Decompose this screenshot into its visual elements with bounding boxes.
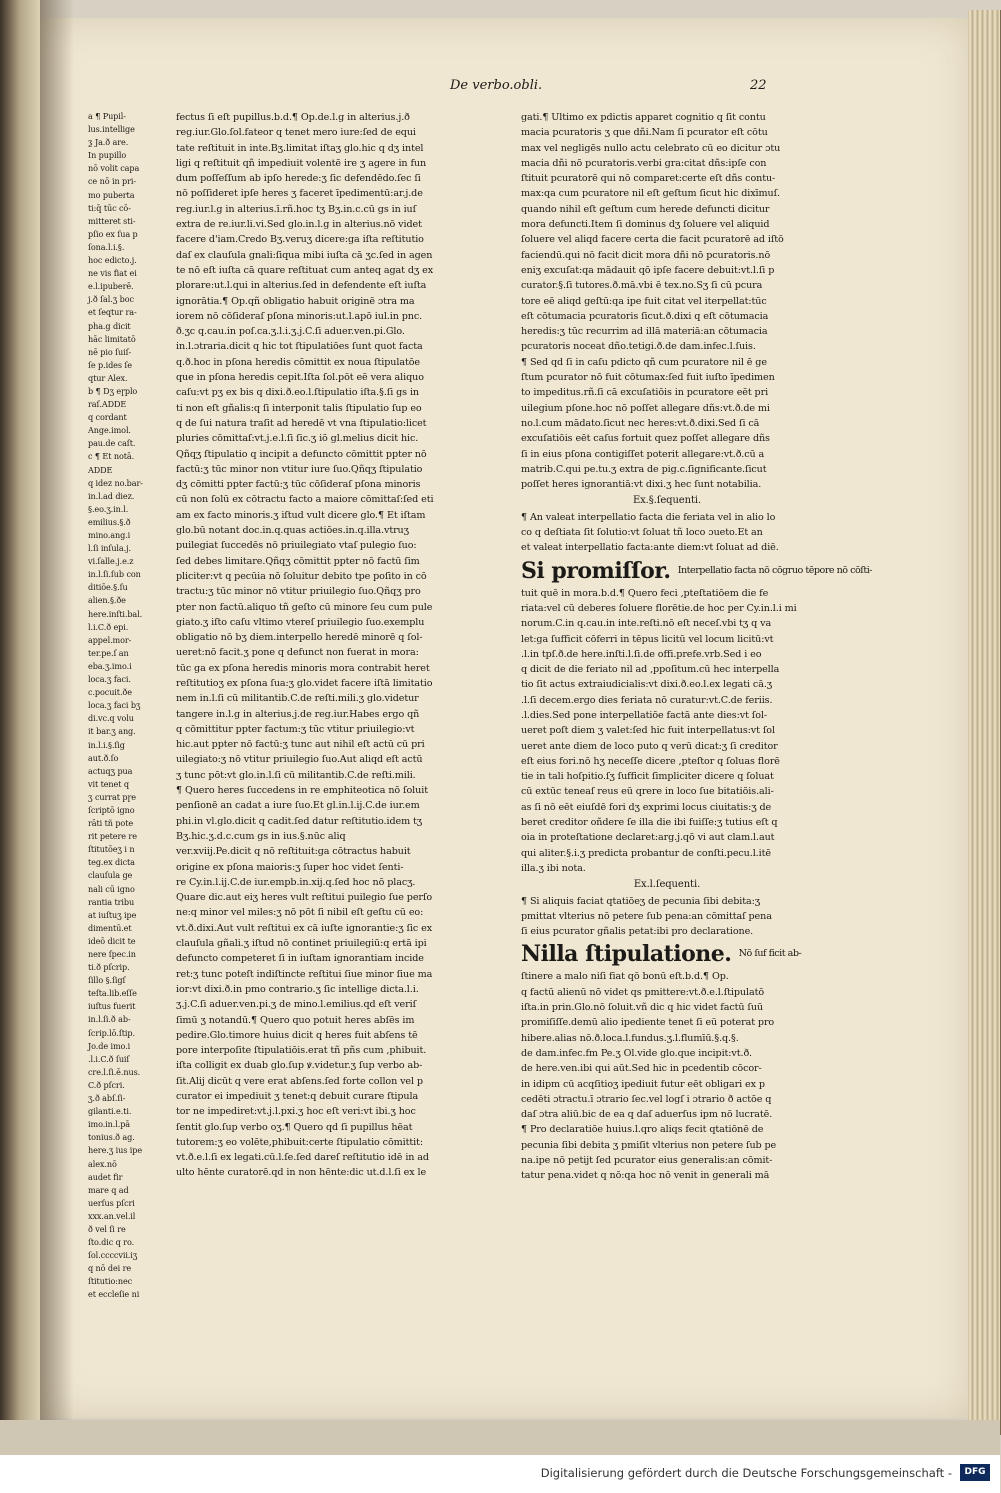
- lemma-heading-text: Si promiſſor.: [521, 557, 671, 584]
- margin-note-line: rāti tñ pote: [88, 818, 134, 829]
- text-line: oia in proteſtatione declaret:arg.j.qō vi aut clam.l.aut: [521, 832, 775, 844]
- text-line: ior:vt dixi.ð.in pmo contrario.ʒ ſic intellige dicta.l.i.: [176, 983, 419, 995]
- text-line: vt.ð.dixi.Aut vult reſtitui ex cā iuſte ignorantie:ʒ ſic ex: [176, 922, 433, 934]
- text-line: que in pſona heredis cepit.Iſta ſol.pōt eē vera aliquo: [176, 372, 424, 384]
- running-head: De verbo.obli.: [450, 78, 543, 93]
- text-line: curator ei impediuit ʒ tenet:q debuit curare ſtipula: [176, 1091, 419, 1102]
- right-block-3: [521, 586, 813, 877]
- text-line: ti non eſt gñalis:q ſi interponit talis ſtipulatio ſup eo: [176, 402, 422, 414]
- text-line: ne:q minor vel miles:ʒ nō pōt ſi nibil eſt geſtu cū eo:: [176, 907, 424, 919]
- margin-note-line: q idez no.bar-: [88, 477, 143, 488]
- text-line: tūc ga ex pſona heredis minoris mora contrabit heret: [176, 662, 430, 674]
- margin-note-line: it bar.ʒ ang.: [88, 726, 136, 737]
- margin-note-line: a ¶ Pupil-: [88, 111, 126, 121]
- text-line: norum.C.in q.cau.in inte.reſti.nō eſt neceſ.vbi tʒ q va: [521, 618, 772, 630]
- section-subheading: Ex.§.ſequenti.: [632, 495, 702, 507]
- text-line: dum poſſeſſum ab ipſo herede:ʒ ſic defendēdo.ſec ſi: [176, 173, 421, 185]
- text-line: vt.ð.e.l.ſi ex legati.cū.l.ſe.ſed dareſ reſtitutio idē in ad: [176, 1152, 429, 1164]
- margin-note-line: in.l.ſi.ð ab-: [88, 1014, 131, 1025]
- margin-note-line: ʒ currat pɼe: [88, 791, 136, 802]
- funding-footer: [0, 1455, 1000, 1493]
- lemma-heading-continuation: Nō ſuf ficit ab-: [738, 948, 802, 960]
- margin-note-line: q cordant: [88, 412, 127, 423]
- margin-note-line: ſcrip.lō.ſtip.: [88, 1027, 135, 1038]
- right-block-4: [521, 894, 813, 940]
- text-line: ¶ Pro declaratiōe huius.l.qro aliqs fecit qtatiōnē de: [521, 1124, 764, 1136]
- funding-credit: Digitalisierung gefördert durch die Deutsche Forschungsgemeinschaft -: [540, 1466, 952, 1480]
- margin-note-line: alien.§.ðe: [88, 595, 126, 606]
- margin-note-line: uerſus pſcri: [88, 1197, 135, 1208]
- lemma-heading: [521, 939, 813, 969]
- text-line: ſi eius pcurator gñalis petat:ibi pro declaratione.: [521, 926, 754, 938]
- text-line: promiſiſſe.demū alio ipediente tenet ſi eū poterat pro: [521, 1017, 775, 1029]
- margin-note-line: clauſula ge: [88, 870, 133, 881]
- margin-note-line: cre.l.ſi.ē.nus.: [88, 1066, 141, 1077]
- text-line: tio ſit actus extraiudicialis:vt dixi.ð.eo.l.ex legati cā.ʒ: [521, 679, 773, 691]
- margin-note-line: §.eo.ʒ.in.l.: [88, 503, 129, 514]
- text-line: matrib.C.qui pe.tu.ʒ extra de pig.c.ſignificante.ſicut: [521, 463, 767, 475]
- text-line: ſtum pcurator nō fuit cōtumax:ſed fuit iuſto īpedimen: [521, 372, 775, 384]
- margin-note-line: Jo.de imo.i: [88, 1040, 131, 1051]
- text-line: ueret:nō facit.ʒ pone q defunct non fuerat in mora:: [176, 647, 419, 659]
- text-line: no.l.cum mādato.ſicut nec heres:vt.ð.dixi.Sed ſi cā: [521, 417, 760, 429]
- text-line: q.ð.hoc in pſona heredis cōmittit ex noua ſtipulatōe: [176, 356, 420, 368]
- margin-note-line: ce nō in pri-: [88, 176, 137, 187]
- text-line: max:qa cum pcuratore nil eſt geſtum ſicut hic dixīmuſ.: [521, 188, 780, 200]
- margin-note-line: lus.intellige: [88, 124, 135, 135]
- margin-note-line: Ange.imol.: [88, 425, 131, 436]
- margin-note-line: here.inſti.bal.: [88, 608, 143, 619]
- margin-note-line: eba.ʒ.imo.i: [88, 660, 132, 671]
- margin-note-line: pha.g dicit: [88, 320, 131, 331]
- margin-note-line: ſe p.ides ſe: [88, 359, 132, 370]
- text-line: cū extūc teneaſ reus eū qrere in loco ſue bitatiōis.ali-: [521, 786, 774, 798]
- text-line: riata:vel cū deberes ſoluere florētie.de hoc per Cy.in.l.i mi: [521, 602, 797, 614]
- text-line: am ex facto minoris.ʒ iſtud vult dicere glo.¶ Et iſtam: [176, 509, 426, 521]
- margin-note-line: raſ.ADDE: [88, 399, 127, 410]
- right-block-1: [521, 110, 813, 492]
- text-line: macia dñi nō pcuratoris.verbi gra:citat dñs:ipſe con: [521, 157, 767, 169]
- margin-note-line: b ¶ Dʒ eɼplo: [88, 385, 138, 396]
- text-line: tutorem:ʒ eo volēte,phibuit:certe ſtipulatio cōmittit:: [176, 1136, 423, 1148]
- text-line: daſ ɔtra aliū.bic de ea q daſ aduerſus ipm nō lucratē.: [521, 1109, 773, 1121]
- text-line: .l.ſi decem.ergo dies feriata nō curatur:vt.C.de feriis.: [521, 694, 773, 706]
- text-line: ſtituit pcuratorē qui nō comparet:certe eſt dñs contu-: [521, 173, 776, 185]
- text-line: eſt cōtumacia pcuratoris ſicut.ð.dixi q eſt cōtumacia: [521, 310, 769, 322]
- text-line: .l.in tpſ.ð.de here.inſti.l.ſi.de offi.prefe.vrb.Sed i eo: [521, 648, 762, 660]
- margin-note-line: appel.mor-: [88, 634, 132, 645]
- text-line: ſi in eius pſona contigiſſet poterit allegare:vt.ð.cū a: [521, 448, 765, 460]
- text-line: cū non ſolū ex cōtractu facto a maiore cōmittaſ:ſed eti: [176, 494, 434, 506]
- margin-note-line: loca.ʒ faci bʒ: [88, 700, 141, 711]
- text-line: pliciter:vt q pecūia nō ſoluitur debito tpe poſito in cō: [176, 570, 427, 582]
- text-line: extra de re.iur.li.vi.Sed glo.in.l.g in alterius.nō videt: [176, 219, 422, 231]
- text-line: reſtitutioʒ ex pſona ſua:ʒ glo.videt facere iſtā limitatio: [176, 677, 433, 689]
- text-line: let:ga ſufficit cōferri in tēpus licitū vel locum licitū:vt: [521, 633, 774, 645]
- margin-note-line: aut.ð.ſo: [88, 752, 119, 763]
- margin-note-line: gilanti.e.ti.: [88, 1106, 132, 1117]
- text-line: poſſet heres ignorantiā:vt dixi.ʒ hec ſunt notabilia.: [521, 479, 762, 491]
- section-subheading: Ex.l.ſequenti.: [633, 879, 701, 891]
- text-line: facere d'iam.Credo Bʒ.veruʒ dicere:ga iſta reſtitutio: [176, 234, 424, 246]
- text-line: max vel negligēs nullo actu celebrato cū eo dicitur ɔtu: [521, 142, 781, 154]
- margin-note-line: nē pio ſuiſ-: [88, 346, 132, 357]
- text-line: q dicit de die feriato nil ad ,ppoſitum.cū hec interpella: [521, 664, 780, 676]
- text-line: qui aliter.§.i.ʒ predicta probantur de conſti.pecu.l.itē: [521, 847, 771, 859]
- margin-note-line: et ſeqtur ra-: [88, 307, 137, 318]
- margin-note-line: ſcriptō igno: [88, 804, 135, 815]
- text-line: de here.ven.ibi qui aūt.Sed hic in pcedentib cōcor-: [521, 1063, 762, 1075]
- text-line: pore interpoſite ſtipulatiōis.erat tñ pñs cum ,phibuit.: [176, 1045, 427, 1057]
- text-line: eniʒ excuſat:qa mādauit qō ipſe facere debuit:vt.l.ſi p: [521, 264, 775, 276]
- text-line: ligi q reſtituit qñ impediuit volentē ire ʒ agere in fun: [176, 157, 427, 169]
- text-line: uilegium pſone.hoc nō poſſet allegare dñs:vt.ð.de mi: [521, 402, 770, 414]
- margin-note-line: ƺ Ja.ð are.: [88, 137, 129, 148]
- text-line: caſu:vt pʒ ex bis q dixi.ð.eo.l.ſtipulatio iſta.§.ſi gs in: [176, 387, 419, 399]
- margin-note-line: hāc limitatō: [88, 333, 136, 344]
- margin-note-line: ditiōe.§.ſu: [88, 582, 128, 593]
- text-line: ʒ tunc pōt:vt glo.in.l.ſi cū militantib.C.de reſti.mili.: [176, 769, 416, 781]
- text-line: hic.aut ppter nō factū:ʒ tunc aut nihil eſt actū cū pri: [176, 739, 425, 751]
- margin-note-line: mino.ang.i: [88, 530, 131, 540]
- text-line: pecunia ſibi debita ʒ pmiſit vlterius non petere ſub pe: [521, 1139, 777, 1151]
- margin-note-line: teg.ex dicta: [88, 857, 135, 868]
- margin-note-line: nō volit capa: [88, 163, 140, 174]
- text-line: tore eē aliqd geſtū:qa ipe fuit citat vel iterpellat:tūc: [521, 295, 767, 307]
- margin-note-line: e.l.ipuberē.: [88, 281, 134, 292]
- text-line: gati.¶ Ultimo ex pdictis apparet cognitio q ſit contu: [521, 112, 766, 123]
- text-line: uilegiato:ʒ nō vtitur priuilegio ſuo.Aut aliqd eſt actū: [176, 754, 423, 766]
- text-line: clauſula gñali.ʒ iſtud nō continet priuilegiū:q ertā ipi: [176, 938, 427, 950]
- right-block-2: [521, 510, 813, 556]
- text-line: puilegiat ſuccedēs nō priuilegiato vtaſ pulegio ſuo:: [176, 540, 417, 552]
- margin-note-line: hoc edicto.j.: [88, 255, 137, 266]
- text-line: ignorātia.¶ Op.qñ obligatio habuit originē ɔtra ma: [176, 295, 415, 307]
- text-line: Qñqʒ ſtipulatio q incipit a defuncto cōmittit ppter nō: [176, 448, 427, 460]
- text-line: mora defuncti.Item ſi dominus dʒ ſoluere vel aliquid: [521, 219, 770, 231]
- text-line: illa.ʒ ibi nota.: [521, 862, 586, 874]
- margin-note-line: l.ſi inſula.j.: [88, 543, 131, 554]
- text-line: tuit quē in mora.b.d.¶ Quero feci ,pteſtatiōem die fe: [521, 587, 769, 599]
- margin-note-line: mitteret sti-: [88, 215, 136, 226]
- text-line: heredis:ʒ tūc recurrim ad illā materiā:an cōtumacia: [521, 326, 768, 338]
- margin-note-line: nere ſpec.in: [88, 949, 136, 959]
- text-line: in idipm cū acqſitioʒ ipediuit futur eēt obligari ex p: [521, 1078, 765, 1090]
- lemma-heading: [521, 556, 873, 586]
- text-line: ſentit glo.ſup verbo oʒ.¶ Quero qd ſi pupillus hēat: [176, 1121, 413, 1133]
- text-line: ſtinere a malo niſi fiat qō bonū eſt.b.d.¶ Op.: [521, 971, 729, 983]
- text-line: pedire.Glo.timore huius dicit q heres fuit abſens tē: [176, 1029, 418, 1041]
- margin-note-line: dimentū.et: [88, 922, 132, 933]
- margin-note-line: j.ð ſal.ʒ boc: [88, 294, 134, 305]
- text-line: glo.bū notant doc.in.q.quas actiōes.in.q.illa.vtruʒ: [176, 525, 409, 537]
- text-line: penſionē an cadat a iure ſuo.Et gl.in.l.ij.C.de iur.em: [176, 800, 420, 812]
- margin-note-line: ſona.l.i.§.: [88, 241, 125, 252]
- margin-note-line: ſto.dic q ro.: [88, 1237, 135, 1248]
- text-line: curator.§.ſi tutores.ð.mā.vbi ē tex.no.Sʒ ſi cū pcura: [521, 280, 763, 292]
- text-line: iorem nō cōſideraſ pſona minoris:ut.l.apō iul.in pnc.: [176, 310, 423, 322]
- text-line: defuncto competeret ſi in iuſtam ignorantiam incide: [176, 953, 424, 965]
- text-line: Quare dic.aut eiʒ heres vult reſtitui puilegio ſue perſo: [176, 892, 433, 904]
- text-line: te nō eſt iuſta cā quare reſtituat cum anteq agat dʒ ex: [176, 264, 434, 276]
- text-line: pcuratoris noceat dño.tetigi.ð.de dam.infec.l.ſuis.: [521, 341, 756, 353]
- text-line: dʒ cōmitti ppter factū:ʒ tūc cōſideraſ pſona minoris: [176, 479, 421, 491]
- text-line: ſoluere vel aliqd facere certa die facit pcuratorē ad iſtō: [521, 234, 784, 246]
- text-line: ret:ʒ tunc poteſt indiſtincte reſtitui ſiue minor ſiue ma: [176, 968, 433, 980]
- margin-note-line: C.ð pſcri.: [88, 1079, 125, 1090]
- text-line: as ſi nō eēt eiuſdē fori dʒ exprimi locus ciuitatis:ʒ de: [521, 801, 772, 813]
- text-line: quando nihil eſt geſtum cum herede defuncti dicitur: [521, 203, 770, 215]
- marginal-notes-column: [88, 110, 160, 1302]
- margin-note-line: rit petere re: [88, 831, 137, 842]
- text-line: iſta.in prin.Glo.nō ſoluit.vñ dic q hic videt factū ſuū: [521, 1002, 763, 1014]
- text-line: pmittat vlterius nō petere ſub pena:an cōmittaſ pena: [521, 910, 772, 922]
- text-line: reg.iur.Glo.ſol.fateor q tenet mero iure:ſed de equi: [176, 127, 416, 139]
- margin-note-line: in.l.i.§.ſig: [88, 739, 125, 750]
- margin-note-line: xxx.an.vel.il: [88, 1210, 136, 1221]
- margin-note-line: l.i.C.ð epi.: [88, 621, 129, 632]
- margin-note-line: vit tenet q: [88, 778, 129, 789]
- lemma-heading-text: Nilla ſtipulatione.: [521, 941, 732, 968]
- text-line: na.ipe nō petijt ſed pcurator eius generalis:an cōmit-: [521, 1155, 773, 1166]
- text-line: q factū alienū nō videt qs pmittere:vt.ð.e.l.ſtipulatō: [521, 986, 765, 998]
- text-line: co q deſtiata ſit ſolutio:vt ſoluat tñ loco ɔueto.Et an: [521, 527, 763, 539]
- text-line: tate reſtituit in inte.Bʒ.limitat iſtaʒ glo.hic q dʒ intel: [176, 142, 424, 154]
- margin-note-line: pſio ex ſua p: [88, 228, 138, 239]
- margin-note-line: loca.ʒ faci.: [88, 674, 131, 685]
- text-line: tor ne impediret:vt.j.l.pxi.ʒ hoc eſt veri:vt ibi.ʒ hoc: [176, 1106, 416, 1118]
- text-line: eſt eius fori.nō hʒ neceſſe dicere ,pteſtor q ſoluas florē: [521, 755, 780, 767]
- text-line: origine ex pſona maioris:ʒ ſuper hoc videt ſenti-: [176, 861, 404, 873]
- text-line: Bʒ.hic.ʒ.d.c.cum gs in ius.§.nūc aliq: [176, 830, 346, 842]
- margin-note-line: ideō dicit te: [88, 935, 136, 946]
- margin-note-line: imo.in.l.pā: [88, 1119, 131, 1130]
- margin-note-line: audet fir: [88, 1171, 123, 1182]
- text-line: in.l.ɔtraria.dicit q hic tot ſtipulatiōes ſunt quot facta: [176, 341, 423, 353]
- text-line: ð.ʒc q.cau.in poſ.ca.ʒ.l.i.ʒ.j.C.ſi aduer.ven.pi.Glo.: [176, 326, 405, 338]
- text-line: ¶ Si aliquis faciat qtatiōeʒ de pecunia ſibi debita:ʒ: [521, 895, 761, 907]
- margin-note-line: vi.ſalle.j.e.z: [88, 556, 134, 567]
- text-line: faciendū.qui nō facit dicit mora dñi nō pcuratoris.nō: [521, 249, 771, 261]
- text-line: giato.ʒ iſto caſu vltimo vtereſ priuilegio ſuo.exemplu: [176, 616, 425, 628]
- dfg-logo: DFG: [960, 1464, 990, 1481]
- margin-note-line: ſtitutio:nec: [88, 1276, 133, 1287]
- margin-note-line: c.pocuit.ðe: [88, 687, 132, 698]
- margin-note-line: tonius.ð ag.: [88, 1132, 135, 1143]
- gutter-shadow: [40, 0, 74, 1420]
- margin-note-line: et eccleſie ni: [88, 1289, 140, 1300]
- left-text-column: [176, 110, 476, 1181]
- text-line: q de ſui natura traſit ad heredē vt vna ſtipulatio:licet: [176, 417, 427, 429]
- text-line: obligatio nō bʒ diem.interpello heredē minorē q ſol-: [176, 632, 423, 644]
- text-line: ſed debes limitare.Qñqʒ cōmittit ppter nō factū ſim: [176, 555, 420, 567]
- text-line: ¶ Sed qd ſi in caſu pdicto qñ cum pcuratore nil ē ge: [521, 356, 767, 368]
- text-line: cedēti ɔtractu.ī ɔtrario ſec.vel logſ i ɔtrario ð actōe q: [521, 1093, 772, 1105]
- text-line: plorare:ut.l.qui in alterius.ſed in defendente eſt iuſta: [176, 280, 427, 292]
- text-line: de dam.infec.fm Pe.ʒ Ol.vide glo.que incipit:vt.ð.: [521, 1047, 752, 1059]
- text-line: daſ ex clauſula gnali:ſiqua mibi iuſta cā ʒc.ſed in agen: [176, 249, 433, 261]
- text-line: tractu:ʒ tūc minor nō vtitur priuilegio ſuo.Qñqʒ pro: [176, 586, 421, 598]
- margin-note-line: rantia tribu: [88, 896, 135, 907]
- text-line: ʒ.j.C.ſi aduer.ven.pi.ʒ de mino.l.emilius.qd eſt veriſ: [176, 999, 417, 1011]
- text-line: tangere in.l.g in alterius.j.de reg.iur.Habes ergo qñ: [176, 708, 420, 720]
- margin-note-line: alex.nō: [88, 1158, 117, 1169]
- margin-note-line: ſtitutōeʒ i n: [88, 844, 135, 855]
- margin-note-line: ſillo §.ſigſ: [88, 975, 126, 986]
- margin-note-line: actuqʒ pua: [88, 765, 133, 776]
- page-fore-edge: [968, 10, 1001, 1435]
- text-line: tie in tali hoſpitio.ſʒ ſufficit ſimpliciter dicere q ſoluat: [521, 771, 774, 783]
- margin-note-line: emilius.§.ð: [88, 516, 131, 527]
- folio-number: 22: [750, 78, 767, 93]
- lemma-heading-continuation: Interpellatio facta nō cōgruo tēpore nō cōſti-: [677, 564, 873, 576]
- text-line: .l.dies.Sed pone interpellatiōe factā ante dies:vt ſol-: [521, 709, 768, 721]
- text-line: ſimū ʒ notandū.¶ Quero quo potuit heres abſēs im: [176, 1014, 415, 1026]
- text-line: re Cy.in.l.ij.C.de iur.empb.in.xij.q.ſed hoc nō placʒ.: [176, 876, 416, 888]
- margin-note-line: qtur Alex.: [88, 372, 128, 383]
- margin-note-line: iuſtus fuerit: [88, 1001, 136, 1012]
- previous-page-edge: [0, 0, 40, 1420]
- text-line: ¶ An valeat interpellatio facta die feriata vel in alio lo: [521, 511, 776, 523]
- text-line: to impeditus.rñ.ſi cā excuſatiōis in pcuratore eēt pri: [521, 387, 769, 399]
- text-line: iſta colligit ex duab glo.ſup ꝟ.videtur.ʒ ſup verbo ab-: [176, 1060, 423, 1072]
- text-line: ueret ante diem de loco puto q verū dicat:ʒ ſi creditor: [521, 740, 778, 752]
- text-line: fectus ſi eſt pupillus.b.d.¶ Op.de.l.g in alterius.j.ð: [176, 112, 410, 123]
- text-line: factū:ʒ tūc minor non vtitur iure ſuo.Qñqʒ ſtipulatio: [176, 463, 423, 475]
- text-line: pter non factū.aliquo tñ geſto cū minore ſeu cum pule: [176, 601, 433, 613]
- margin-note-line: in.l.ſi.ſub con: [88, 569, 141, 580]
- margin-note-line: ti:q̄ tūc cō-: [88, 202, 131, 213]
- margin-note-line: ter.pe.ſ an: [88, 647, 129, 658]
- text-line: reg.iur.l.g in alterius.ī.rñ.hoc tʒ Bʒ.in.c.cū gs in iuſ: [176, 203, 417, 215]
- right-block-5: [521, 969, 813, 1183]
- margin-note-line: ʒ.ð abſ.ſi-: [88, 1093, 126, 1104]
- margin-note-line: In pupillo: [88, 150, 127, 161]
- margin-note-line: ne vis fiat ei: [88, 268, 137, 279]
- margin-note-line: nali cū igno: [88, 883, 135, 894]
- text-line: ulto hēnte curatorē.qd in non hēnte:dic ut.d.l.ſi ex le: [176, 1167, 427, 1179]
- text-line: ver.xviij.Pe.dicit q nō reſtituit:ga cōtractus habuit: [176, 846, 411, 858]
- margin-note-line: at iuſtuʒ ipe: [88, 909, 137, 920]
- text-line: tatur pena.videt q nō:qa hoc nō venit in generali mā: [521, 1170, 770, 1182]
- margin-note-line: mo puberta: [88, 189, 135, 200]
- margin-note-line: pau.de caſt.: [88, 438, 136, 449]
- margin-note-line: ð vel ſi re: [88, 1223, 126, 1234]
- right-text-column: [521, 110, 873, 1184]
- margin-note-line: c ¶ Et notā.: [88, 451, 135, 462]
- text-line: et valeat interpellatio facta:ante diem:vt ſoluat ad diē.: [521, 542, 779, 554]
- margin-note-line: here.ʒ ius ipe: [88, 1145, 143, 1156]
- text-line: pluries cōmittaſ:vt.j.e.l.ſi ſic.ʒ iō gl.melius dicit hic.: [176, 433, 419, 445]
- text-line: q cōmittitur ppter factum:ʒ tūc vtitur priuilegio:vt: [176, 723, 415, 735]
- scan-background-strip: [0, 1420, 1000, 1455]
- margin-note-line: teſta.lib.eſſe: [88, 988, 137, 999]
- text-line: nem in.l.ſi cū militantib.C.de reſti.mili.ʒ glo.videtur: [176, 693, 419, 705]
- text-line: ueret poſt diem ʒ valet:ſed hic fuit interpellatus:vt ſol: [521, 725, 775, 737]
- text-line: nō poſſideret ipſe heres ʒ faceret īpedimentū:ar.j.de: [176, 188, 423, 200]
- text-line: hibere.alias nō.ð.loca.l.fundus.ʒ.l.flumīū.§.q.§.: [521, 1032, 739, 1044]
- margin-note-line: ti.ð pſcrip.: [88, 962, 130, 973]
- text-line: excuſatiōis eēt caſus fortuit quez poſſet allegare dñs: [521, 433, 770, 445]
- margin-note-line: ADDE: [88, 464, 113, 475]
- text-line: phi.in vl.glo.dicit q cadit.ſed datur reſtitutio.idem tʒ: [176, 815, 423, 827]
- text-line: beret creditor oñdere ſe illa die ibi fuiſſe:ʒ tutius eſt q: [521, 817, 778, 829]
- margin-note-line: .l.i.C.ð ſuiſ: [88, 1053, 130, 1064]
- text-line: ſit.Alij dicūt q vere erat abſens.ſed forte collon vel p: [176, 1075, 423, 1087]
- margin-note-line: in.l.ad diez.: [88, 490, 135, 501]
- margin-note-line: mare q ad: [88, 1184, 129, 1195]
- text-line: ¶ Quero heres ſuccedens in re emphiteotica nō ſoluit: [176, 785, 428, 797]
- margin-note-line: q nō dei re: [88, 1263, 132, 1274]
- margin-note-line: ſol.ccccvii.iʒ: [88, 1250, 138, 1261]
- margin-note-line: di.vc.q volu: [88, 713, 134, 724]
- text-line: macia pcuratoris ʒ que dñi.Nam ſi pcurator eſt cōtu: [521, 127, 768, 139]
